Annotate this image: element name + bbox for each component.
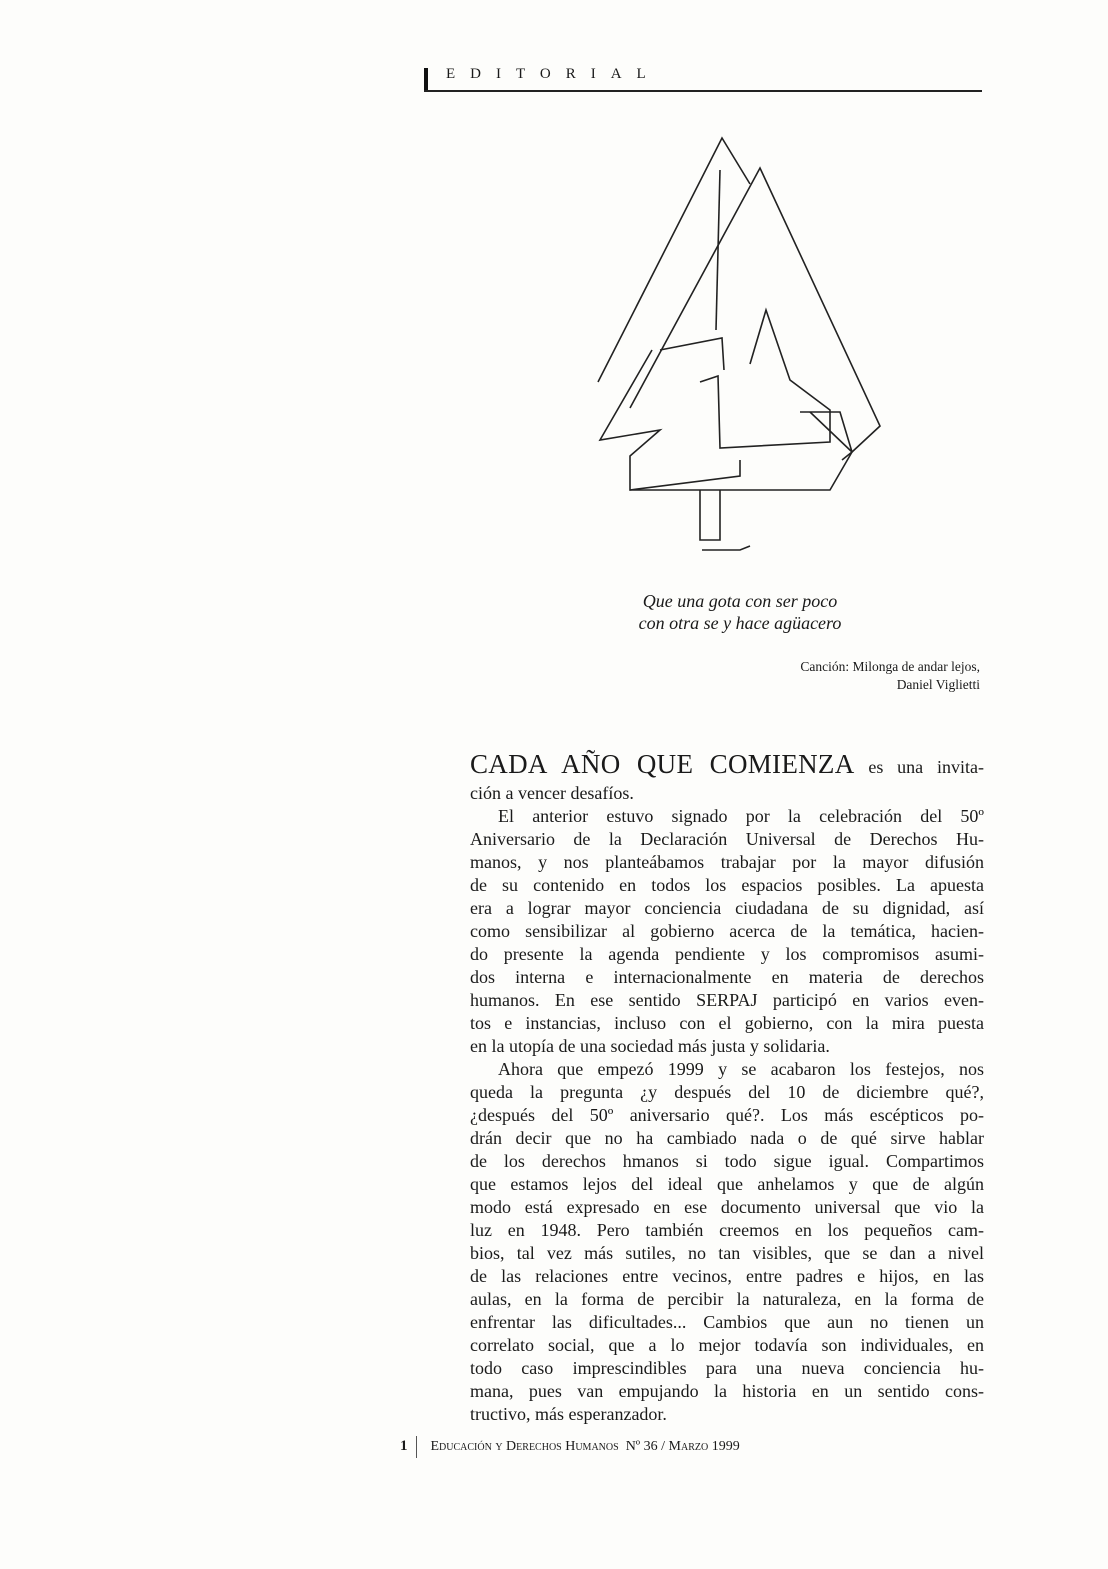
text-line: como sensibilizar al gobierno acerca de la temática, hacien- <box>470 921 984 941</box>
publication-name: Educación y Derechos Humanos <box>430 1439 619 1455</box>
text-line: manos, y nos planteábamos trabajar por la mayor difusión <box>470 852 984 872</box>
text-line: enfrentar las dificultades... Cambios que aun no tienen un <box>470 1312 984 1332</box>
lead-rest: es una invita- <box>854 757 984 777</box>
section-title: EDITORIAL <box>446 66 661 82</box>
text-line: aulas, en la forma de percibir la naturaleza, en la forma de <box>470 1289 984 1309</box>
header-bar <box>424 68 428 90</box>
text-line: todo caso imprescindibles para una nueva conciencia hu- <box>470 1358 984 1378</box>
epigraph-line: Que una gota con ser poco <box>642 591 838 611</box>
credit-line: Canción: Milonga de andar lejos, <box>800 659 980 674</box>
text-line: modo está expresado en ese documento universal que vio la <box>470 1197 984 1217</box>
text-line: ción a vencer desafíos. <box>470 783 634 803</box>
text-line: Aniversario de la Declaración Universal de Derechos Hu- <box>470 829 984 849</box>
text-line: drán decir que no ha cambiado nada o de qué sirve hablar <box>470 1128 984 1148</box>
text-line: era a lograr mayor conciencia ciudadana de su dignidad, así <box>470 898 984 918</box>
tree-drawing <box>590 130 890 570</box>
text-line: que estamos lejos del ideal que anhelamos y que de algún <box>470 1174 984 1194</box>
text-line: Ahora que empezó 1999 y se acabaron los festejos, nos <box>498 1059 984 1079</box>
page-footer <box>400 1436 740 1458</box>
issue-info: Nº 36 / Marzo 1999 <box>625 1439 740 1455</box>
text-line: correlato social, que a lo mejor todavía son individuales, en <box>470 1335 984 1355</box>
epigraph <box>600 590 880 634</box>
text-line: tructivo, más esperanzador. <box>470 1404 667 1424</box>
epigraph-line: con otra se y hace agüacero <box>638 613 842 633</box>
text-line: bios, tal vez más sutiles, no tan visibles, que se dan a nivel <box>470 1243 984 1263</box>
lead-caps: CADA AÑO QUE COMIENZA <box>470 749 855 779</box>
section-header <box>424 64 982 92</box>
text-line: ¿después del 50º aniversario qué?. Los más escépticos po- <box>470 1105 984 1125</box>
footer-divider <box>416 1436 417 1458</box>
text-line: de su contenido en todos los espacios posibles. La apuesta <box>470 875 984 895</box>
text-line: en la utopía de una sociedad más justa y solidaria. <box>470 1036 830 1056</box>
text-line: El anterior estuvo signado por la celebración del 50º <box>498 806 984 826</box>
text-line: humanos. En ese sentido SERPAJ participó en varios even- <box>470 990 984 1010</box>
text-line: mana, pues van empujando la historia en un sentido cons- <box>470 1381 984 1401</box>
text-line: do presente la agenda pendiente y los compromisos asumi- <box>470 944 984 964</box>
text-line: de las relaciones entre vecinos, entre padres e hijos, en las <box>470 1266 984 1286</box>
credit-line: Daniel Viglietti <box>896 677 980 692</box>
text-line: de los derechos hmanos si todo sigue igual. Compartimos <box>470 1151 984 1171</box>
text-line: luz en 1948. Pero también creemos en los pequeños cam- <box>470 1220 984 1240</box>
page-number: 1 <box>400 1438 408 1455</box>
text-line: queda la pregunta ¿y después del 10 de diciembre qué?, <box>470 1082 984 1102</box>
epigraph-credit <box>800 658 980 694</box>
article-lead <box>470 748 984 782</box>
article-body <box>470 748 984 1426</box>
text-line: tos e instancias, incluso con el gobierno, con la mira puesta <box>470 1013 984 1033</box>
text-line: dos interna e internacionalmente en materia de derechos <box>470 967 984 987</box>
